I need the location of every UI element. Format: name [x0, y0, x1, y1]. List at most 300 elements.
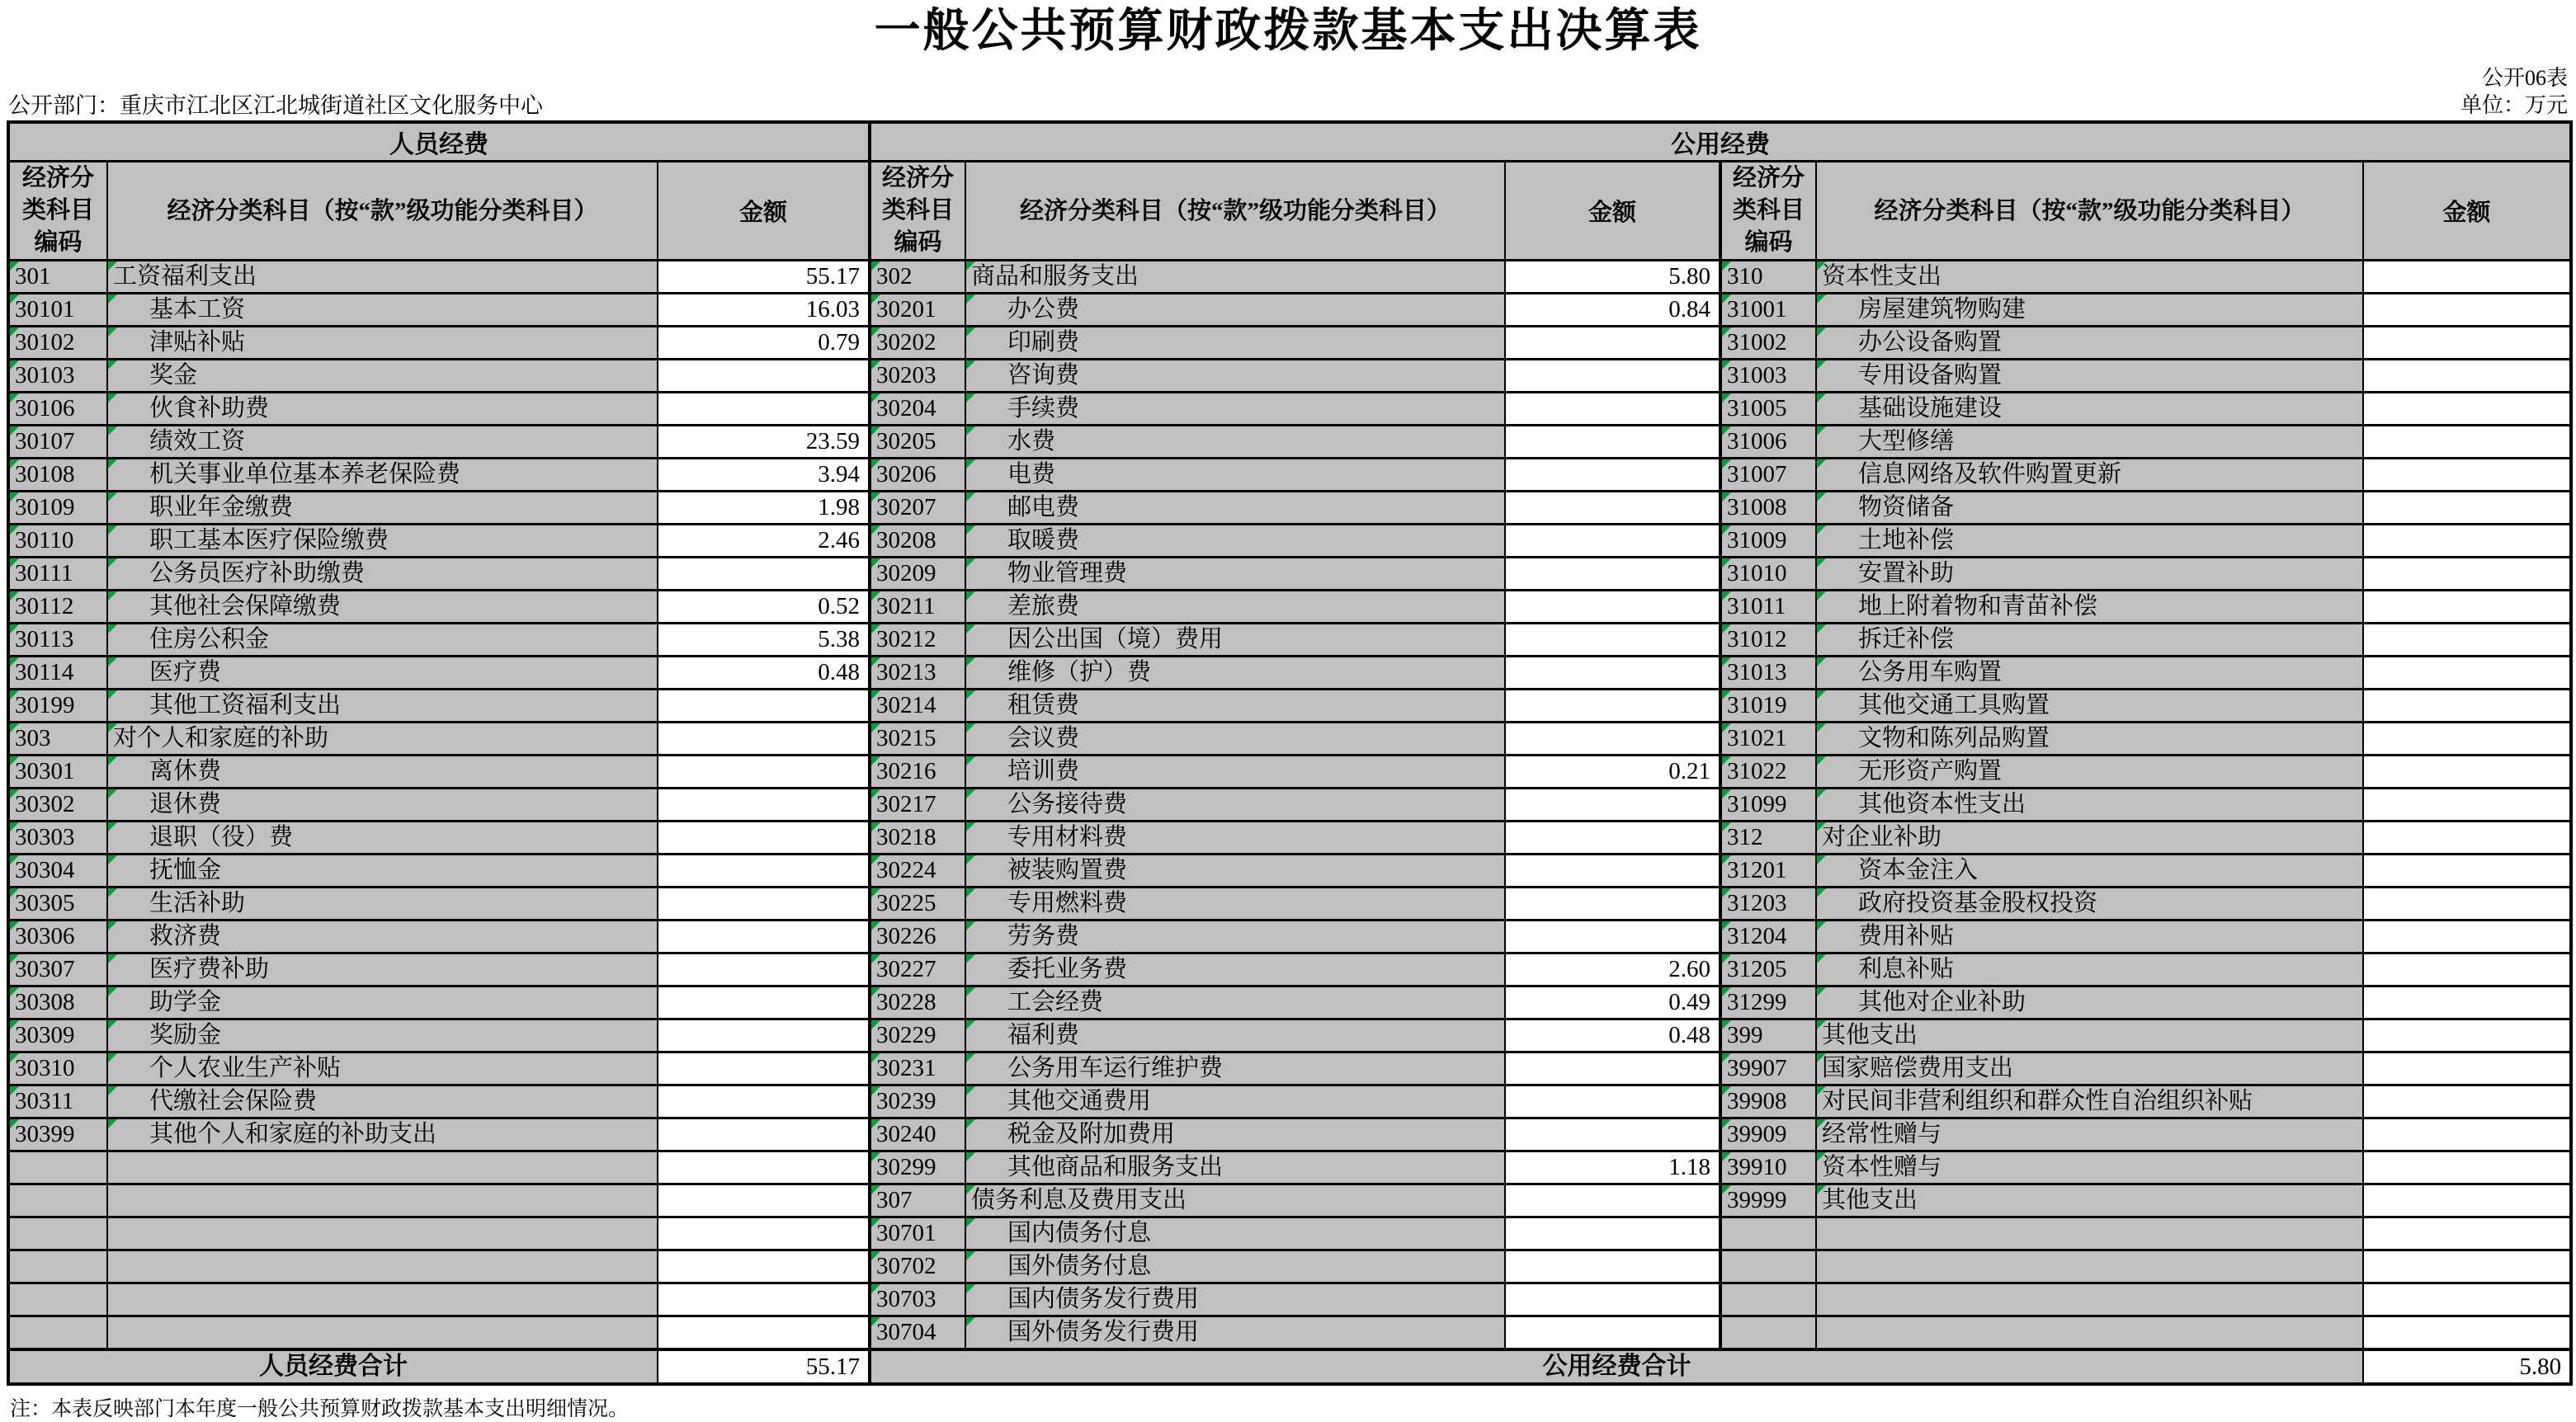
amount-cell	[658, 1085, 870, 1118]
code-cell	[1720, 1250, 1816, 1283]
amount-cell: 0.48	[1505, 1019, 1720, 1052]
code-cell: 30111	[8, 558, 107, 591]
label-cell	[107, 1151, 658, 1184]
amount-cell	[2363, 525, 2571, 558]
amount-cell	[2363, 1052, 2571, 1085]
code-cell: 30216	[870, 756, 965, 789]
label-cell: 因公出国（境）费用	[965, 624, 1505, 657]
table-row	[8, 1283, 2571, 1316]
amount-cell: 5.38	[658, 624, 870, 657]
amount-cell	[658, 558, 870, 591]
label-cell: 取暖费	[965, 525, 1505, 558]
code-cell	[1720, 1283, 1816, 1316]
amount-cell: 0.79	[658, 327, 870, 360]
label-cell: 印刷费	[965, 327, 1505, 360]
code-cell: 30101	[8, 294, 107, 327]
label-cell: 文物和陈列品购置	[1816, 723, 2363, 756]
label-cell: 其他资本性支出	[1816, 789, 2363, 822]
code-cell	[1720, 1217, 1816, 1250]
code-cell: 31019	[1720, 690, 1816, 723]
label-cell: 国内债务发行费用	[965, 1283, 1505, 1316]
code-cell: 30399	[8, 1118, 107, 1151]
code-cell: 30102	[8, 327, 107, 360]
label-cell: 职工基本医疗保险缴费	[107, 525, 658, 558]
code-cell: 30199	[8, 690, 107, 723]
table-row	[8, 921, 2571, 953]
code-cell: 31022	[1720, 756, 1816, 789]
label-cell: 基本工资	[107, 294, 658, 327]
label-cell: 个人农业生产补贴	[107, 1052, 658, 1085]
amount-cell	[658, 1019, 870, 1052]
code-cell	[8, 1250, 107, 1283]
table-row	[8, 723, 2571, 756]
label-cell: 绩效工资	[107, 426, 658, 459]
label-cell: 职业年金缴费	[107, 492, 658, 525]
public-total-value: 5.80	[2363, 1349, 2571, 1384]
amount-cell	[658, 921, 870, 953]
table-row	[8, 393, 2571, 426]
amount-cell	[1505, 492, 1720, 525]
label-cell: 大型修缮	[1816, 426, 2363, 459]
label-cell: 助学金	[107, 986, 658, 1019]
amount-cell	[1505, 888, 1720, 921]
code-cell: 30307	[8, 953, 107, 986]
amount-cell	[1505, 426, 1720, 459]
label-cell: 国外债务发行费用	[965, 1316, 1505, 1350]
code-cell: 31201	[1720, 855, 1816, 888]
code-cell: 30701	[870, 1217, 965, 1250]
table-row	[8, 558, 2571, 591]
amount-cell	[2363, 261, 2571, 294]
amount-cell	[2363, 953, 2571, 986]
label-cell: 国外债务付息	[965, 1250, 1505, 1283]
code-cell: 30231	[870, 1052, 965, 1085]
label-cell: 公务用车运行维护费	[965, 1052, 1505, 1085]
code-cell: 30304	[8, 855, 107, 888]
label-cell	[1816, 1217, 2363, 1250]
header-meta	[8, 58, 2568, 119]
amount-cell	[1505, 789, 1720, 822]
table-row	[8, 953, 2571, 986]
code-cell: 39909	[1720, 1118, 1816, 1151]
amount-cell: 55.17	[658, 261, 870, 294]
amount-cell: 0.49	[1505, 986, 1720, 1019]
code-cell: 31006	[1720, 426, 1816, 459]
label-cell	[1816, 1316, 2363, 1350]
amount-cell	[2363, 723, 2571, 756]
footnote: 注：本表反映部门本年度一般公共预算财政拨款基本支出明细情况。	[10, 1398, 630, 1420]
expenditure-table	[7, 120, 2573, 1386]
label-cell: 专用燃料费	[965, 888, 1505, 921]
table-row	[8, 789, 2571, 822]
label-cell: 培训费	[965, 756, 1505, 789]
label-cell: 资本性赠与	[1816, 1151, 2363, 1184]
label-cell: 费用补贴	[1816, 921, 2363, 953]
code-cell: 30205	[870, 426, 965, 459]
amount-cell	[658, 360, 870, 393]
label-cell: 政府投资基金股权投资	[1816, 888, 2363, 921]
amount-cell: 5.80	[1505, 261, 1720, 294]
amount-cell	[1505, 393, 1720, 426]
code-cell: 30702	[870, 1250, 965, 1283]
label-cell: 对企业补助	[1816, 822, 2363, 855]
amount-cell	[2363, 393, 2571, 426]
label-cell	[107, 1316, 658, 1350]
code-cell: 31099	[1720, 789, 1816, 822]
code-cell: 31011	[1720, 591, 1816, 624]
amount-cell	[1505, 723, 1720, 756]
label-cell: 资本金注入	[1816, 855, 2363, 888]
label-cell: 信息网络及软件购置更新	[1816, 459, 2363, 492]
code-cell: 31205	[1720, 953, 1816, 986]
code-cell: 30308	[8, 986, 107, 1019]
amount-cell	[2363, 921, 2571, 953]
amount-cell	[658, 855, 870, 888]
label-cell: 机关事业单位基本养老保险费	[107, 459, 658, 492]
label-cell: 土地补偿	[1816, 525, 2363, 558]
amount-cell	[658, 690, 870, 723]
column-header-row	[8, 162, 2571, 261]
code-cell: 31203	[1720, 888, 1816, 921]
amount-cell: 0.48	[658, 657, 870, 690]
label-cell: 医疗费补助	[107, 953, 658, 986]
code-cell: 31204	[1720, 921, 1816, 953]
col-header-subject: 经济分类科目（按“款”级功能分类科目）	[965, 162, 1505, 261]
amount-cell	[1505, 1052, 1720, 1085]
code-cell: 30108	[8, 459, 107, 492]
label-cell: 公务接待费	[965, 789, 1505, 822]
label-cell: 委托业务费	[965, 953, 1505, 986]
code-cell: 31001	[1720, 294, 1816, 327]
table-row	[8, 1184, 2571, 1217]
label-cell: 咨询费	[965, 360, 1505, 393]
table-body	[8, 261, 2571, 1350]
amount-cell	[1505, 822, 1720, 855]
code-cell: 30305	[8, 888, 107, 921]
code-cell: 30209	[870, 558, 965, 591]
code-cell: 30112	[8, 591, 107, 624]
amount-cell	[1505, 1118, 1720, 1151]
label-cell: 债务利息及费用支出	[965, 1184, 1505, 1217]
code-cell: 31008	[1720, 492, 1816, 525]
amount-cell	[2363, 756, 2571, 789]
code-cell: 39999	[1720, 1184, 1816, 1217]
code-cell: 31299	[1720, 986, 1816, 1019]
code-cell: 30215	[870, 723, 965, 756]
amount-cell: 1.98	[658, 492, 870, 525]
amount-cell: 23.59	[658, 426, 870, 459]
code-cell: 30211	[870, 591, 965, 624]
code-cell: 39907	[1720, 1052, 1816, 1085]
code-cell	[1720, 1316, 1816, 1350]
unit-label: 单位：万元	[2460, 93, 2568, 117]
label-cell: 津贴补贴	[107, 327, 658, 360]
amount-cell	[2363, 855, 2571, 888]
label-cell: 抚恤金	[107, 855, 658, 888]
code-cell: 301	[8, 261, 107, 294]
label-cell: 商品和服务支出	[965, 261, 1505, 294]
personnel-section-header: 人员经费	[8, 122, 870, 162]
label-cell: 工资福利支出	[107, 261, 658, 294]
label-cell: 拆迁补偿	[1816, 624, 2363, 657]
code-cell: 31003	[1720, 360, 1816, 393]
label-cell: 代缴社会保险费	[107, 1085, 658, 1118]
amount-cell: 3.94	[658, 459, 870, 492]
label-cell: 其他商品和服务支出	[965, 1151, 1505, 1184]
form-meta	[2460, 64, 2568, 119]
table-row	[8, 1250, 2571, 1283]
col-header-code: 经济分类科目编码	[8, 162, 107, 261]
personnel-total-value: 55.17	[658, 1349, 870, 1384]
code-cell: 30113	[8, 624, 107, 657]
label-cell	[107, 1283, 658, 1316]
table-row	[8, 426, 2571, 459]
label-cell: 差旅费	[965, 591, 1505, 624]
amount-cell	[1505, 558, 1720, 591]
amount-cell	[2363, 1217, 2571, 1250]
label-cell: 邮电费	[965, 492, 1505, 525]
amount-cell	[1505, 591, 1720, 624]
amount-cell	[1505, 1283, 1720, 1316]
code-cell: 30302	[8, 789, 107, 822]
amount-cell	[2363, 1118, 2571, 1151]
amount-cell	[1505, 855, 1720, 888]
table-row	[8, 591, 2571, 624]
amount-cell	[658, 756, 870, 789]
label-cell: 其他交通工具购置	[1816, 690, 2363, 723]
label-cell: 其他个人和家庭的补助支出	[107, 1118, 658, 1151]
amount-cell	[2363, 888, 2571, 921]
amount-cell	[2363, 624, 2571, 657]
code-cell: 302	[870, 261, 965, 294]
code-cell: 30217	[870, 789, 965, 822]
code-cell: 30225	[870, 888, 965, 921]
amount-cell: 1.18	[1505, 1151, 1720, 1184]
amount-cell	[2363, 492, 2571, 525]
code-cell: 30229	[870, 1019, 965, 1052]
table-row	[8, 1316, 2571, 1350]
table-row	[8, 492, 2571, 525]
section-header-row	[8, 122, 2571, 162]
col-header-code: 经济分类科目编码	[1720, 162, 1816, 261]
code-cell: 30311	[8, 1085, 107, 1118]
table-row	[8, 624, 2571, 657]
amount-cell	[1505, 1085, 1720, 1118]
code-cell: 30303	[8, 822, 107, 855]
amount-cell	[658, 723, 870, 756]
code-cell: 30208	[870, 525, 965, 558]
amount-cell	[1505, 1184, 1720, 1217]
code-cell: 30309	[8, 1019, 107, 1052]
code-cell: 30204	[870, 393, 965, 426]
label-cell	[107, 1184, 658, 1217]
label-cell: 奖金	[107, 360, 658, 393]
label-cell: 奖励金	[107, 1019, 658, 1052]
label-cell: 退休费	[107, 789, 658, 822]
code-cell: 30202	[870, 327, 965, 360]
label-cell: 维修（护）费	[965, 657, 1505, 690]
amount-cell	[658, 789, 870, 822]
table-row	[8, 294, 2571, 327]
code-cell: 30203	[870, 360, 965, 393]
label-cell: 其他支出	[1816, 1019, 2363, 1052]
amount-cell	[658, 393, 870, 426]
amount-cell	[1505, 657, 1720, 690]
label-cell: 办公费	[965, 294, 1505, 327]
table-row	[8, 1151, 2571, 1184]
amount-cell	[658, 986, 870, 1019]
col-header-code: 经济分类科目编码	[870, 162, 965, 261]
label-cell: 其他支出	[1816, 1184, 2363, 1217]
amount-cell	[658, 1184, 870, 1217]
code-cell: 31002	[1720, 327, 1816, 360]
code-cell: 399	[1720, 1019, 1816, 1052]
label-cell: 其他工资福利支出	[107, 690, 658, 723]
col-header-amount: 金额	[658, 162, 870, 261]
code-cell: 30106	[8, 393, 107, 426]
amount-cell: 2.60	[1505, 953, 1720, 986]
form-number: 公开06表	[2481, 66, 2568, 90]
label-cell: 其他交通费用	[965, 1085, 1505, 1118]
code-cell: 30214	[870, 690, 965, 723]
label-cell: 医疗费	[107, 657, 658, 690]
amount-cell	[2363, 426, 2571, 459]
code-cell: 30109	[8, 492, 107, 525]
amount-cell: 0.84	[1505, 294, 1720, 327]
public-section-header: 公用经费	[870, 122, 2571, 162]
label-cell: 租赁费	[965, 690, 1505, 723]
table-row	[8, 657, 2571, 690]
code-cell: 31010	[1720, 558, 1816, 591]
amount-cell	[658, 1250, 870, 1283]
label-cell	[107, 1250, 658, 1283]
amount-cell	[658, 1217, 870, 1250]
amount-cell	[658, 888, 870, 921]
code-cell	[8, 1151, 107, 1184]
label-cell: 手续费	[965, 393, 1505, 426]
table-row	[8, 360, 2571, 393]
label-cell: 劳务费	[965, 921, 1505, 953]
amount-cell	[1505, 1217, 1720, 1250]
code-cell: 307	[870, 1184, 965, 1217]
code-cell: 30239	[870, 1085, 965, 1118]
code-cell: 30226	[870, 921, 965, 953]
amount-cell	[2363, 822, 2571, 855]
code-cell: 30206	[870, 459, 965, 492]
label-cell: 专用设备购置	[1816, 360, 2363, 393]
amount-cell	[2363, 1250, 2571, 1283]
amount-cell	[2363, 558, 2571, 591]
code-cell: 30299	[870, 1151, 965, 1184]
amount-cell	[2363, 1151, 2571, 1184]
amount-cell	[2363, 327, 2571, 360]
code-cell: 30212	[870, 624, 965, 657]
code-cell: 30201	[870, 294, 965, 327]
code-cell: 31012	[1720, 624, 1816, 657]
amount-cell	[2363, 360, 2571, 393]
code-cell	[8, 1184, 107, 1217]
amount-cell	[658, 953, 870, 986]
label-cell: 福利费	[965, 1019, 1505, 1052]
label-cell: 专用材料费	[965, 822, 1505, 855]
amount-cell	[658, 1151, 870, 1184]
public-total-label: 公用经费合计	[870, 1349, 2363, 1384]
code-cell: 30207	[870, 492, 965, 525]
department-line: 公开部门：重庆市江北区江北城街道社区文化服务中心	[8, 93, 543, 118]
label-cell	[107, 1217, 658, 1250]
code-cell: 30110	[8, 525, 107, 558]
amount-cell	[658, 822, 870, 855]
code-cell: 30301	[8, 756, 107, 789]
label-cell: 安置补助	[1816, 558, 2363, 591]
table-row	[8, 1217, 2571, 1250]
table-row	[8, 525, 2571, 558]
amount-cell: 0.21	[1505, 756, 1720, 789]
label-cell: 救济费	[107, 921, 658, 953]
amount-cell	[2363, 1019, 2571, 1052]
table-row	[8, 459, 2571, 492]
table-row	[8, 1118, 2571, 1151]
amount-cell	[658, 1283, 870, 1316]
amount-cell: 16.03	[658, 294, 870, 327]
col-header-subject: 经济分类科目（按“款”级功能分类科目）	[1816, 162, 2363, 261]
label-cell: 资本性支出	[1816, 261, 2363, 294]
amount-cell: 0.52	[658, 591, 870, 624]
code-cell: 30224	[870, 855, 965, 888]
label-cell: 公务员医疗补助缴费	[107, 558, 658, 591]
amount-cell	[2363, 1316, 2571, 1350]
table-row	[8, 1052, 2571, 1085]
label-cell: 国内债务付息	[965, 1217, 1505, 1250]
label-cell: 住房公积金	[107, 624, 658, 657]
amount-cell	[2363, 1184, 2571, 1217]
code-cell: 30306	[8, 921, 107, 953]
table-row	[8, 1019, 2571, 1052]
code-cell: 303	[8, 723, 107, 756]
label-cell: 生活补助	[107, 888, 658, 921]
label-cell: 被装购置费	[965, 855, 1505, 888]
table-row	[8, 1085, 2571, 1118]
amount-cell	[1505, 360, 1720, 393]
amount-cell	[2363, 657, 2571, 690]
code-cell: 30704	[870, 1316, 965, 1350]
col-header-subject: 经济分类科目（按“款”级功能分类科目）	[107, 162, 658, 261]
amount-cell	[658, 1052, 870, 1085]
label-cell: 离休费	[107, 756, 658, 789]
label-cell: 其他对企业补助	[1816, 986, 2363, 1019]
label-cell: 物业管理费	[965, 558, 1505, 591]
code-cell: 30107	[8, 426, 107, 459]
amount-cell	[2363, 690, 2571, 723]
label-cell: 利息补贴	[1816, 953, 2363, 986]
code-cell: 30703	[870, 1283, 965, 1316]
label-cell: 无形资产购置	[1816, 756, 2363, 789]
code-cell: 39910	[1720, 1151, 1816, 1184]
label-cell: 工会经费	[965, 986, 1505, 1019]
label-cell	[1816, 1283, 2363, 1316]
label-cell: 其他社会保障缴费	[107, 591, 658, 624]
totals-row	[8, 1349, 2571, 1384]
label-cell: 房屋建筑物购建	[1816, 294, 2363, 327]
personnel-total-label: 人员经费合计	[8, 1349, 658, 1384]
amount-cell	[658, 1316, 870, 1350]
code-cell	[8, 1316, 107, 1350]
label-cell: 物资储备	[1816, 492, 2363, 525]
code-cell: 30240	[870, 1118, 965, 1151]
amount-cell	[1505, 525, 1720, 558]
amount-cell	[1505, 690, 1720, 723]
code-cell: 312	[1720, 822, 1816, 855]
